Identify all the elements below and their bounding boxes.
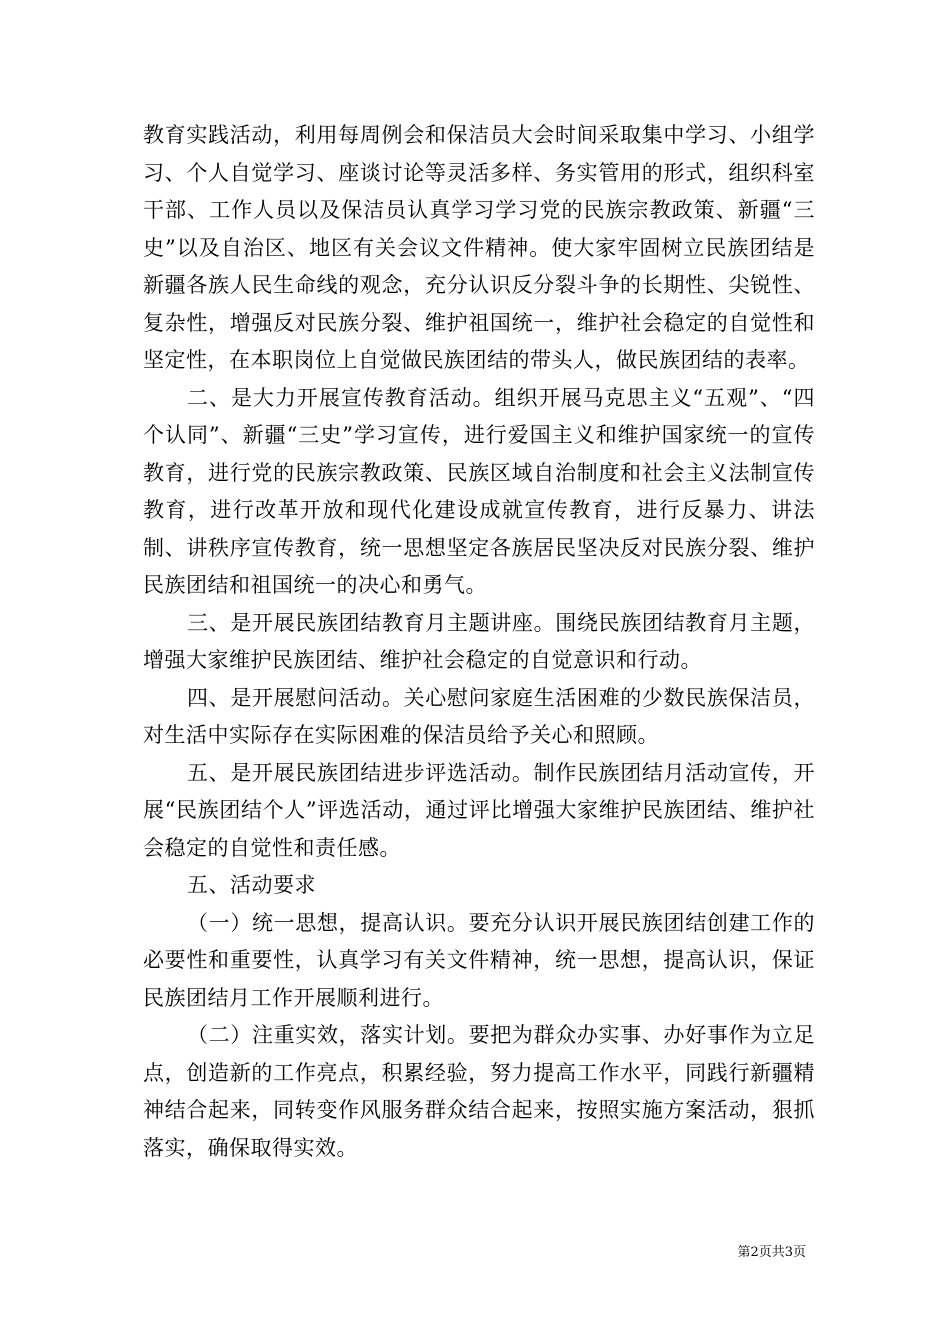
paragraph-publicity-education: 二、是大力开展宣传教育活动。组织开展马克思主义“五观”、“四个认同”、新疆“三史”学习宣传，进行爱国主义和维护国家统一的宣传教育，进行党的民族宗教政策、民族区域自治制度和社会主义法制宣传教育，进行改革开放和现代化建设成就宣传教育，进行反暴力、讲法制、讲秩序宣传教育，统一思想坚定各族居民坚决反对民族分裂、维护民族团结和祖国统一的决心和勇气。 — [143, 385, 815, 597]
paragraph-unify-thinking: （一）统一思想，提高认识。要充分认识开展民族团结创建工作的必要性和重要性，认真学习有关文件精神，统一思想，提高认识，保证民族团结月工作开展顺利进行。 — [143, 910, 815, 1010]
page-number-footer: 第2页共3页 — [737, 1245, 806, 1260]
paragraph-selection-activities: 五、是开展民族团结进步评选活动。制作民族团结月活动宣传，开展“民族团结个人”评选活动，通过评比增强大家维护民族团结、维护社会稳定的自觉性和责任感。 — [143, 760, 815, 860]
document-body — [143, 117, 815, 1167]
paragraph-condolence-activities: 四、是开展慰问活动。关心慰问家庭生活困难的少数民族保洁员，对生活中实际存在实际困难的保洁员给予关心和照顾。 — [143, 685, 815, 747]
paragraph-practical-results: （二）注重实效，落实计划。要把为群众办实事、办好事作为立足点，创造新的工作亮点，积累经验，努力提高工作水平，同践行新疆精神结合起来，同转变作风服务群众结合起来，按照实施方案活动，狠抓落实，确保取得实效。 — [143, 1023, 815, 1160]
section-heading-requirements: 五、活动要求 — [187, 873, 316, 897]
paragraph-theme-lecture: 三、是开展民族团结教育月主题讲座。围绕民族团结教育月主题，增强大家维护民族团结、维护社会稳定的自觉意识和行动。 — [143, 610, 815, 672]
paragraph-study-activities: 教育实践活动，利用每周例会和保洁员大会时间采取集中学习、小组学习、个人自觉学习、座谈讨论等灵活多样、务实管用的形式，组织科室干部、工作人员以及保洁员认真学习学习党的民族宗教政策、新疆“三史”以及自治区、地区有关会议文件精神。使大家牢固树立民族团结是新疆各族人民生命线的观念，充分认识反分裂斗争的长期性、尖锐性、复杂性，增强反对民族分裂、维护祖国统一，维护社会稳定的自觉性和坚定性，在本职岗位上自觉做民族团结的带头人，做民族团结的表率。 — [143, 123, 815, 372]
